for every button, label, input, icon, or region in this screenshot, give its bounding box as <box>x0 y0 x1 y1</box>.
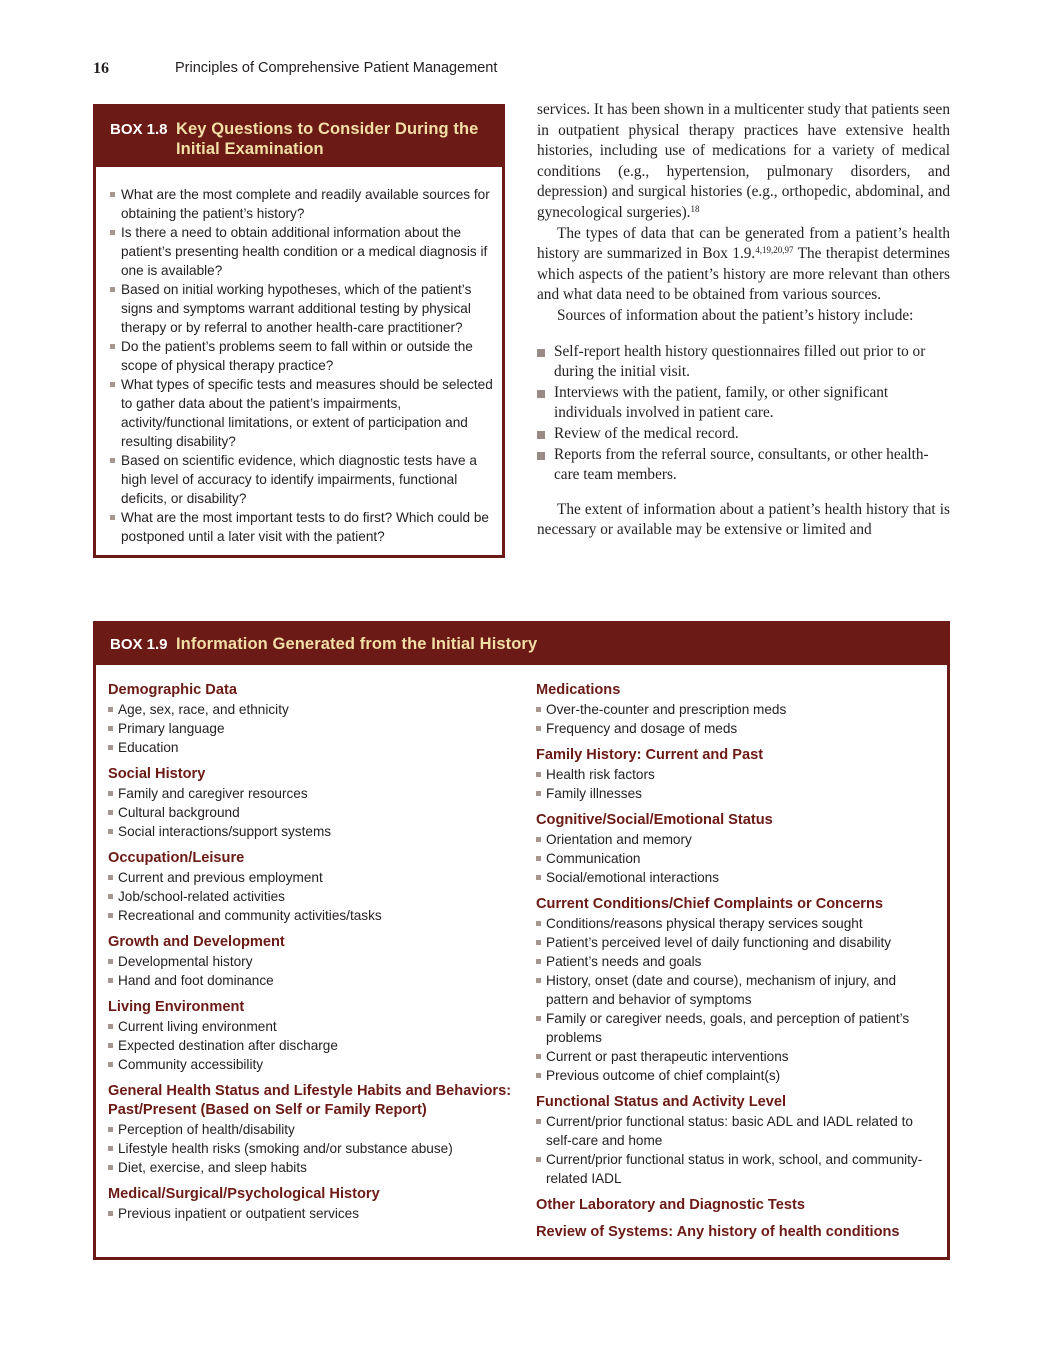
paragraph <box>537 100 950 224</box>
question-list <box>109 185 493 546</box>
section-item: Communication <box>536 849 940 868</box>
paragraph-text: services. It has been shown in a multicenter study that patients seen in outpatient physical therapy practices have extensive health histories, including use of medications for a variety of medical conditions (e.g., hypertension, pulmonary disorders, and depression) and surgical histories (e.g., orthopedic, abdominal, and gynecological surgeries). <box>537 101 950 221</box>
section-title: Social History <box>108 766 206 782</box>
right-column <box>536 681 940 1242</box>
source-item: Interviews with the patient, family, or other significant individuals involved in patient care. <box>537 383 950 424</box>
info-section <box>108 998 518 1074</box>
info-section <box>108 681 518 757</box>
section-item: Family and caregiver resources <box>108 784 518 803</box>
section-title: Growth and Development <box>108 934 285 950</box>
source-item: Reports from the referral source, consultants, or other health-care team members. <box>537 445 950 486</box>
source-item: Review of the medical record. <box>537 424 950 445</box>
section-item: Cultural background <box>108 803 518 822</box>
citation: 4,19,20,97 <box>755 245 794 256</box>
section-list <box>536 914 940 1085</box>
section-item: Social interactions/support systems <box>108 822 518 841</box>
section-item: Perception of health/disability <box>108 1120 518 1139</box>
info-section <box>108 849 518 925</box>
question-item: Do the patient’s problems seem to fall within or outside the scope of physical therapy practice? <box>109 337 493 375</box>
section-list <box>108 952 518 990</box>
section-list <box>108 1120 518 1177</box>
info-section <box>536 1093 940 1188</box>
section-item: Patient’s needs and goals <box>536 952 940 971</box>
section-item: Frequency and dosage of meds <box>536 719 940 738</box>
section-item: Age, sex, race, and ethnicity <box>108 700 518 719</box>
section-item: Current living environment <box>108 1017 518 1036</box>
question-item: Based on scientific evidence, which diagnostic tests have a high level of accuracy to identify impairments, functional deficits, or disability? <box>109 451 493 508</box>
section-title: Demographic Data <box>108 682 237 698</box>
box-header <box>96 107 502 167</box>
section-item: Previous outcome of chief complaint(s) <box>536 1066 940 1085</box>
section-item: Education <box>108 738 518 757</box>
section-item: Family illnesses <box>536 784 940 803</box>
paragraph: The extent of information about a patient’s health history that is necessary or available may be extensive or limited and <box>537 500 950 539</box>
section-item: Current/prior functional status: basic ADL and IADL related to self-care and home <box>536 1112 940 1150</box>
box-1-8 <box>93 104 505 558</box>
body-text-column <box>537 100 950 541</box>
page-number: 16 <box>93 60 109 77</box>
box-title: Key Questions to Consider During the Initial Examination <box>176 120 479 158</box>
box-title: Information Generated from the Initial History <box>176 635 538 653</box>
citation: 18 <box>690 203 700 214</box>
section-item: Orientation and memory <box>536 830 940 849</box>
section-item: Developmental history <box>108 952 518 971</box>
section-list <box>536 1112 940 1188</box>
section-list <box>108 1204 518 1223</box>
section-title: Occupation/Leisure <box>108 850 245 866</box>
running-head: Principles of Comprehensive Patient Management <box>175 60 498 76</box>
section-item: Hand and foot dominance <box>108 971 518 990</box>
section-list <box>536 830 940 887</box>
section-list <box>536 765 940 803</box>
section-list <box>108 868 518 925</box>
section-title: Living Environment <box>108 999 245 1015</box>
section-title: Other Laboratory and Diagnostic Tests <box>536 1197 805 1213</box>
section-item: Lifestyle health risks (smoking and/or substance abuse) <box>108 1139 518 1158</box>
info-section <box>108 765 518 841</box>
paragraph <box>537 224 950 306</box>
section-item: Primary language <box>108 719 518 738</box>
section-list <box>108 1017 518 1074</box>
section-item: Community accessibility <box>108 1055 518 1074</box>
section-title: Family History: Current and Past <box>536 747 764 763</box>
section-title: Review of Systems: Any history of health conditions <box>536 1224 900 1240</box>
section-title: Functional Status and Activity Level <box>536 1094 787 1110</box>
info-section <box>108 1185 518 1223</box>
question-item: Is there a need to obtain additional information about the patient’s presenting health condition or a medical diagnosis if one is available? <box>109 223 493 280</box>
source-item: Self-report health history questionnaires filled out prior to or during the initial visit. <box>537 342 950 383</box>
info-section <box>108 1082 518 1177</box>
info-section <box>536 1196 940 1215</box>
section-item: Recreational and community activities/tasks <box>108 906 518 925</box>
paragraph-text: The therapist determines which aspects of the patient’s history are more relevant than others and what data need to be obtained from various sources. <box>537 245 950 304</box>
section-item: Current or past therapeutic interventions <box>536 1047 940 1066</box>
section-item: Conditions/reasons physical therapy services sought <box>536 914 940 933</box>
left-column <box>108 681 518 1223</box>
section-list <box>108 784 518 841</box>
section-item: Current/prior functional status in work, school, and community-related IADL <box>536 1150 940 1188</box>
question-item: What are the most important tests to do first? Which could be postponed until a later visit with the patient? <box>109 508 493 546</box>
section-item: Over-the-counter and prescription meds <box>536 700 940 719</box>
section-list <box>108 700 518 757</box>
section-title: Cognitive/Social/Emotional Status <box>536 812 773 828</box>
info-section <box>536 1223 940 1242</box>
section-title: Medications <box>536 682 621 698</box>
section-item: History, onset (date and course), mechanism of injury, and pattern and behavior of symptoms <box>536 971 940 1009</box>
section-item: Patient’s perceived level of daily functioning and disability <box>536 933 940 952</box>
info-section <box>536 811 940 887</box>
paragraph: Sources of information about the patient’s history include: <box>557 306 914 324</box>
section-item: Diet, exercise, and sleep habits <box>108 1158 518 1177</box>
info-section <box>108 933 518 990</box>
info-section <box>536 895 940 1085</box>
box-label: BOX 1.8 <box>110 121 168 138</box>
info-section <box>536 681 940 738</box>
box-label: BOX 1.9 <box>110 636 168 653</box>
question-item: What types of specific tests and measures should be selected to gather data about the patient’s impairments, activity/functional limitations, or extent of participation and resulting disability? <box>109 375 493 451</box>
section-item: Job/school-related activities <box>108 887 518 906</box>
section-item: Expected destination after discharge <box>108 1036 518 1055</box>
paragraph-text: The types of data that can be generated from a patient’s health history are summarized in Box 1.9. <box>537 224 950 263</box>
info-section <box>536 746 940 803</box>
section-item: Family or caregiver needs, goals, and perception of patient’s problems <box>536 1009 940 1047</box>
section-title: Current Conditions/Chief Complaints or Concerns <box>536 896 884 912</box>
section-item: Previous inpatient or outpatient services <box>108 1204 518 1223</box>
section-title: General Health Status and Lifestyle Habits and Behaviors: Past/Present (Based on Self or Family Report) <box>108 1083 512 1118</box>
sources-list <box>537 342 950 486</box>
box-1-9 <box>93 621 950 1260</box>
section-item: Health risk factors <box>536 765 940 784</box>
question-item: Based on initial working hypotheses, which of the patient’s signs and symptoms warrant additional testing by physical therapy or by referral to another health-care practitioner? <box>109 280 493 337</box>
box-header <box>96 624 947 665</box>
section-title: Medical/Surgical/Psychological History <box>108 1186 380 1202</box>
section-list <box>536 700 940 738</box>
question-item: What are the most complete and readily available sources for obtaining the patient’s history? <box>109 185 493 223</box>
section-item: Social/emotional interactions <box>536 868 940 887</box>
section-item: Current and previous employment <box>108 868 518 887</box>
